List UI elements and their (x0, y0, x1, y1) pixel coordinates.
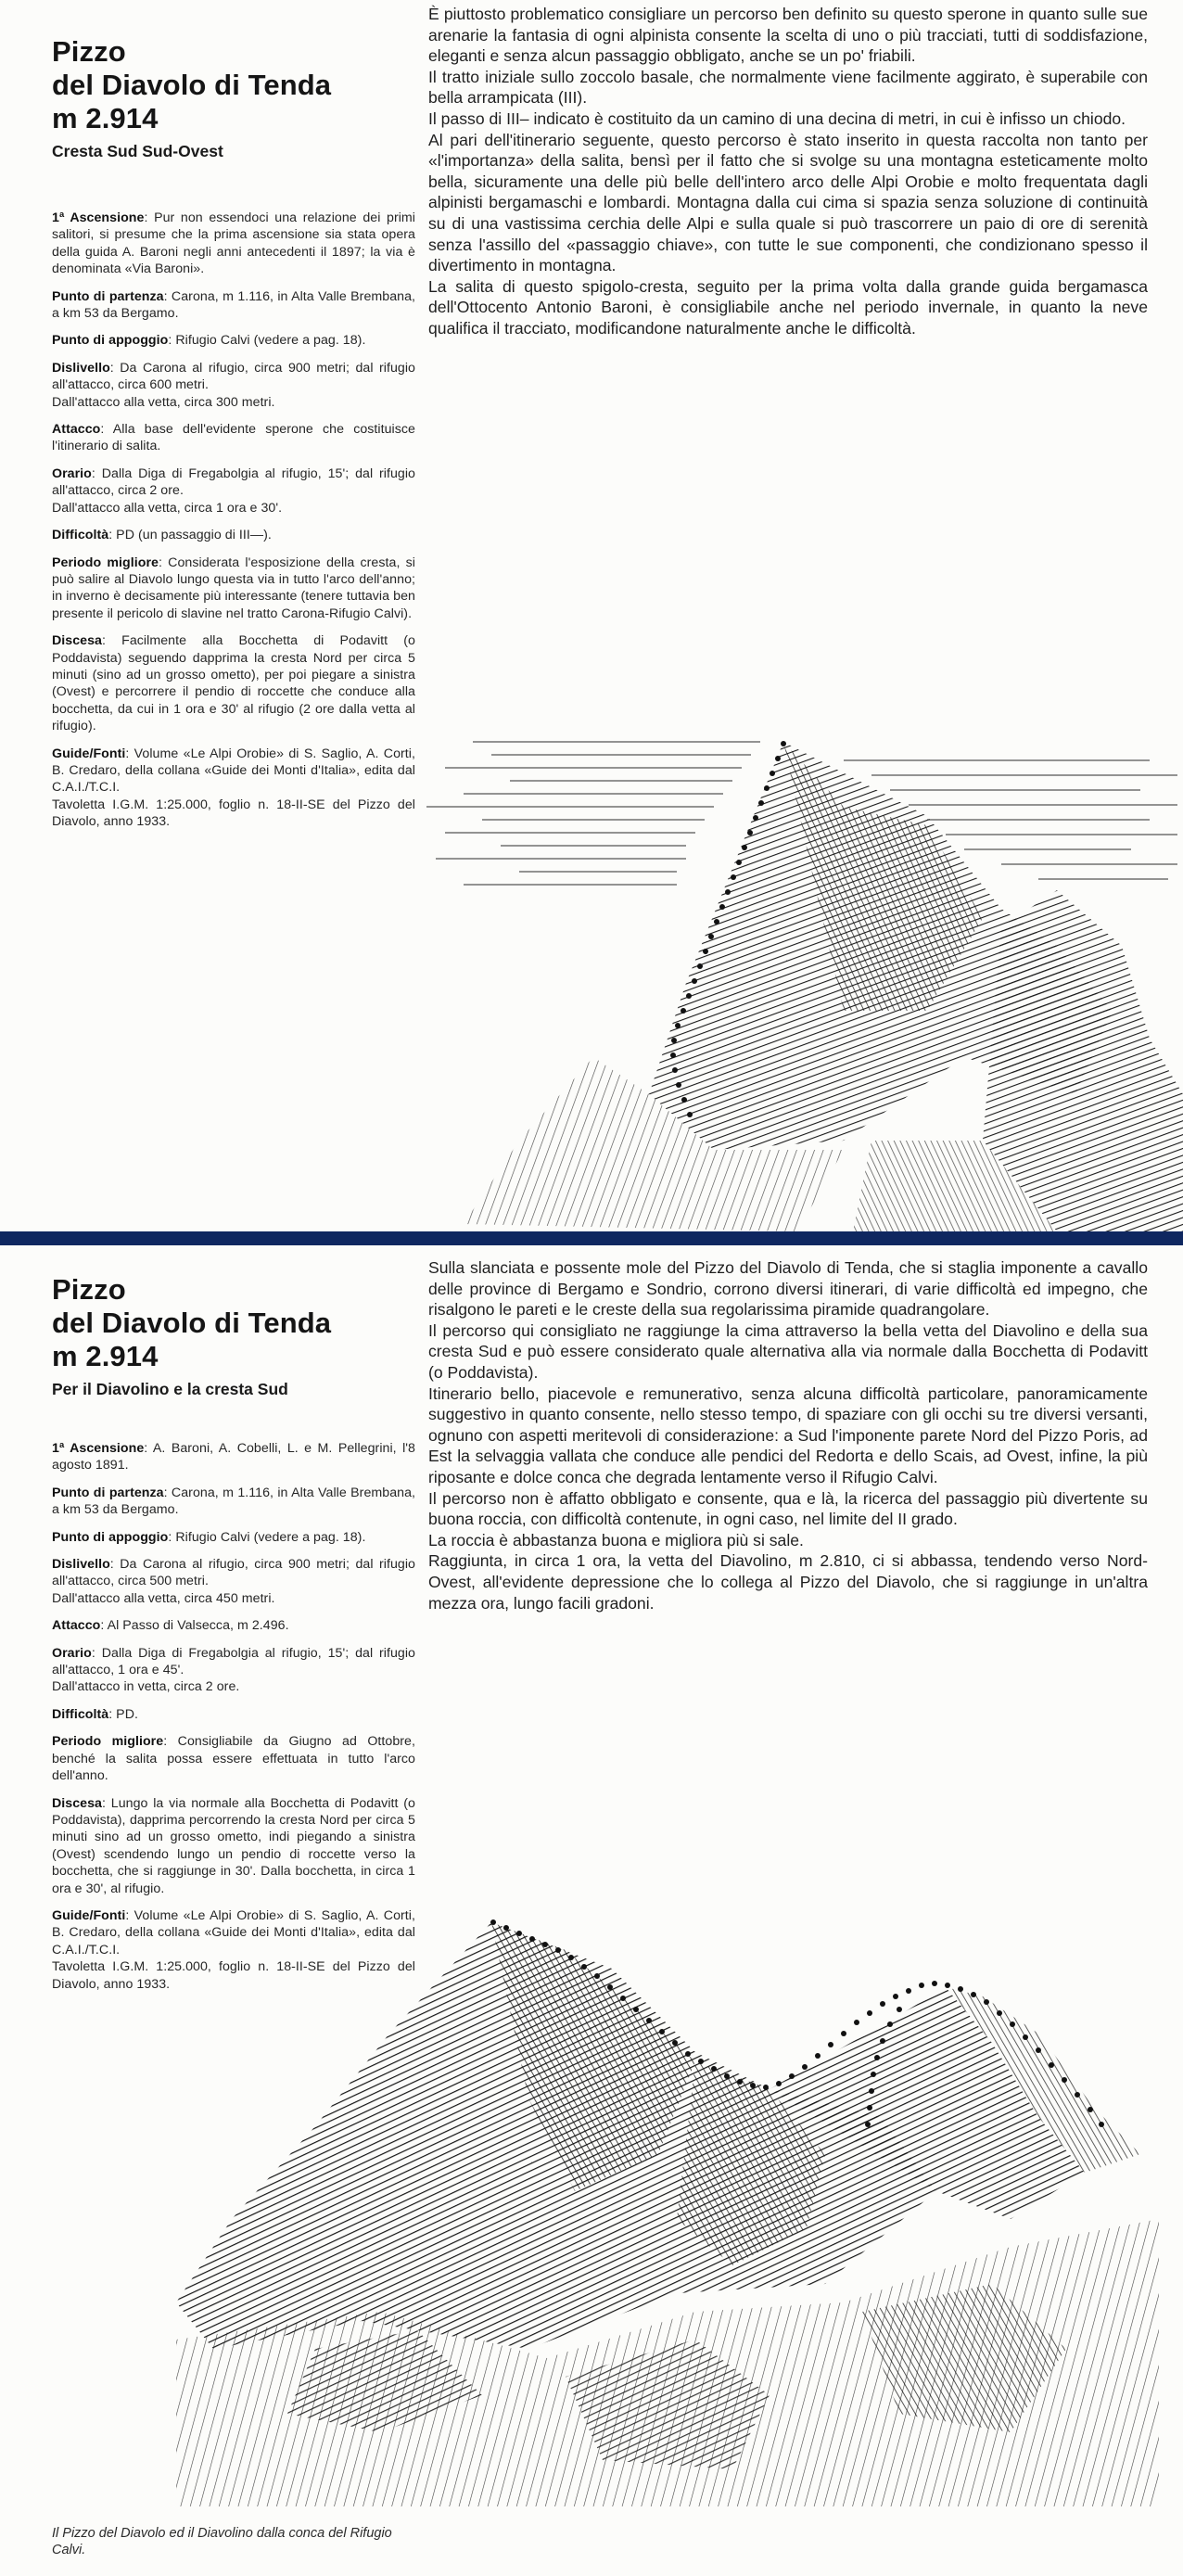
fact-key: Discesa (52, 1795, 102, 1811)
fact-key: Dislivello (52, 360, 110, 376)
fact-sources (52, 746, 415, 831)
fact-key: Difficoltà (52, 1706, 109, 1722)
fact-key: Periodo migliore (52, 1734, 164, 1750)
fact-value: : Facilmente alla Bocchetta di Podavitt (o Poddavista) seguendo dapprima la cresta Nord per circa 5 minuti (sino ad un grosso ometto), per poi piegare a sinistra (Ovest) e percorrere il pendio di roccette che conduce alla bocchetta, da cui in 1 ora e 30' al rifugio (2 ore dalla vetta al rifugio). (52, 633, 415, 734)
fact-value: : PD. (108, 1706, 138, 1722)
fact-key: Guide/Fonti (52, 1907, 126, 1923)
title-line: Pizzo (52, 35, 126, 68)
fact-start-point (52, 1485, 415, 1519)
fact-value: : Rifugio Calvi (vedere a pag. 18). (168, 333, 366, 349)
fact-value: : Volume «Le Alpi Orobie» di S. Saglio, A. Corti, B. Credaro, della collana «Guide dei Monti d'Italia», edita dal C.A.I./T.C.I. Tavoletta I.G.M. 1:25.000, foglio n. 18-II-SE del Pizzo del Diavolo, anno 1933. (52, 746, 415, 830)
route-facts (52, 210, 415, 831)
fact-value: : Dalla Diga di Fregabolgia al rifugio, 15'; dal rifugio all'attacco, circa 2 ore. Dall'attacco alla vetta, circa 1 ora e 30'. (52, 465, 415, 516)
fact-value: : Pur non essendoci una relazione dei primi salitori, si presume che la prima ascensione sia stata opera della guida A. Baroni negli anni antecedenti il 1897; la via è denominata «Via Baroni». (52, 210, 415, 277)
fact-value: : Carona, m 1.116, in Alta Valle Brembana, a km 53 da Bergamo. (52, 1485, 416, 1518)
route-description-column (428, 4, 1148, 339)
route-description: Sulla slanciata e possente mole del Pizzo del Diavolo di Tenda, che si staglia imponente a cavallo delle province di Bergamo e Sondrio, corrono diversi itinerari, di varie difficoltà ed impegno, che risalgono le pareti e le creste della sua regolarissima piramide quadrangolare. Il percorso qui consigliato ne raggiunge la cima attraverso la bella vetta del Diavolino e della sua cresta Sud e può essere considerato quale alternativa alla via normale dalla Bocchetta di Podavitt (o Poddavista). Itinerario bello, piacevole e remunerativo, senza alcuna difficoltà particolare, panoramicamente suggestivo in quanto consente, nello stesso tempo, di spaziare con gli occhi su tre diversi versanti, ognuno con aspetti meritevoli di considerazione: a Sud l'imponente parete Nord del Pizzo Poris, ad Est la selvaggia vallata che conduce alle pendici del Redorta e dello Scais, ad Ovest, infine, la più riposante e dolce conca che degrada lentamente verso il Rifugio Calvi. Il percorso non è affatto obbligato e consente, qua e là, la ricerca del passaggio più divertente su buona roccia, con difficoltà contenute, in ogni caso, nel limite del II grado. La roccia è abbastanza buona e migliora più si sale. Raggiunta, in circa 1 ora, la vetta del Diavolino, m 2.810, ci si abbassa, tendendo verso Nord-Ovest, all'evidente depressione che lo collega al Pizzo del Diavolo, che si raggiunge in un'altra mezza ora, lungo facili gradoni. (428, 1258, 1148, 1613)
title-line: del Diavolo di Tenda (52, 69, 332, 101)
fact-attack (52, 1617, 415, 1634)
mountain-sketch-bottom (176, 1913, 1159, 2506)
fact-elevation-gain (52, 1556, 415, 1607)
fact-key: Discesa (52, 633, 102, 649)
fact-key: 1ª Ascensione (52, 1441, 145, 1456)
fact-key: Orario (52, 1645, 92, 1661)
fact-key: Punto di appoggio (52, 1529, 169, 1545)
fact-value: : Da Carona al rifugio, circa 900 metri; dal rifugio all'attacco, circa 500 metri. Dall'attacco alla vetta, circa 450 metri. (52, 1557, 415, 1606)
fact-value: : Considerata l'esposizione della cresta, si può salire al Diavolo lungo questa via in tutto l'arco dell'anno; in inverno è decisamente più interessante (tenere tuttavia ben presente il pericolo di slavine nel tratto Carona-Rifugio Calvi). (52, 555, 415, 621)
fact-key: Punto di partenza (52, 1485, 164, 1500)
guide-page-bottom (0, 1245, 1183, 2576)
fact-value: : Al Passo di Valsecca, m 2.496. (100, 1618, 289, 1634)
fact-value: : Volume «Le Alpi Orobie» di S. Saglio, A. Corti, B. Credaro, della collana «Guide dei Monti d'Italia», edita dal C.A.I./T.C.I. Tavoletta I.G.M. 1:25.000, foglio n. 18-II-SE del Pizzo del Diavolo, anno 1933. (52, 1907, 415, 1992)
fact-support-point (52, 1529, 415, 1546)
route-info-column (52, 35, 415, 841)
fact-timing (52, 1645, 415, 1696)
mountain-sketch-top (408, 705, 1183, 1231)
fact-value: : Da Carona al rifugio, circa 900 metri; dal rifugio all'attacco, circa 600 metri. Dall'attacco alla vetta, circa 300 metri. (52, 360, 415, 410)
title-line: del Diavolo di Tenda (52, 1307, 332, 1339)
fact-elevation-gain (52, 360, 415, 411)
fact-difficulty (52, 527, 415, 543)
page-title (52, 1273, 415, 1373)
fact-support-point (52, 332, 415, 349)
fact-timing (52, 465, 415, 516)
page-title (52, 35, 415, 135)
fact-key: Guide/Fonti (52, 746, 126, 761)
title-line: m 2.914 (52, 102, 159, 134)
title-line: Pizzo (52, 1273, 126, 1306)
fact-key: Attacco (52, 422, 101, 438)
fact-key: Punto di appoggio (52, 333, 169, 349)
page-divider (0, 1231, 1183, 1245)
fact-value: : Alla base dell'evidente sperone che costituisce l'itinerario di salita. (52, 422, 415, 454)
route-info-column (52, 1273, 415, 2003)
route-subtitle: Cresta Sud Sud-Ovest (52, 142, 223, 160)
fact-value: : A. Baroni, A. Cobelli, L. e M. Pellegrini, l'8 agosto 1891. (52, 1441, 415, 1473)
fact-first-ascent (52, 210, 415, 278)
fact-value: : Dalla Diga di Fregabolgia al rifugio, 15'; dal rifugio all'attacco, 1 ora e 45'. Dall'attacco in vetta, circa 2 ore. (52, 1645, 415, 1695)
fact-best-period (52, 1733, 415, 1784)
fact-start-point (52, 288, 415, 323)
fact-value: : Lungo la via normale alla Bocchetta di Podavitt (o Poddavista), dapprima percorrendo la cresta Nord per circa 5 minuti sino ad un grosso ometto, indi piegando a sinistra (Ovest) scendendo lungo un pendio di roccette verso la bocchetta, che si raggiunge in 30'. Dalla bocchetta, in circa 1 ora e 30', al rifugio. (52, 1795, 415, 1896)
route-facts (52, 1440, 415, 1993)
title-line: m 2.914 (52, 1340, 159, 1372)
fact-attack (52, 421, 415, 455)
guide-page-top (0, 0, 1183, 1231)
fact-value: : Consigliabile da Giugno ad Ottobre, benché la salita possa essere effettuata in tutto l'arco dell'anno. (52, 1734, 415, 1784)
fact-key: 1ª Ascensione (52, 210, 145, 225)
fact-value: : PD (un passaggio di III—). (108, 528, 272, 543)
illustration-caption: Il Pizzo del Diavolo ed il Diavolino dalla conca del Rifugio Calvi. (52, 2526, 392, 2557)
fact-difficulty (52, 1706, 415, 1723)
fact-descent (52, 632, 415, 734)
route-subtitle: Per il Diavolino e la cresta Sud (52, 1380, 288, 1398)
fact-first-ascent (52, 1440, 415, 1474)
fact-key: Periodo migliore (52, 555, 159, 570)
fact-key: Punto di partenza (52, 288, 164, 304)
fact-descent (52, 1795, 415, 1897)
fact-key: Difficoltà (52, 528, 109, 543)
fact-value: : Carona, m 1.116, in Alta Valle Brembana, a km 53 da Bergamo. (52, 288, 416, 322)
fact-key: Dislivello (52, 1557, 110, 1573)
route-description: È piuttosto problematico consigliare un percorso ben definito su questo sperone in quanto sulle sue arenarie la fantasia di ogni alpinista consente la scelta di uno o più tracciati, tutti di soddisfazione, eleganti e senza alcun passaggio obbligato, anche se un po' friabili. Il tratto iniziale sullo zoccolo basale, che normalmente viene facilmente aggirato, è superabile con bella arrampicata (III). Il passo di III– indicato è costituito da un camino di una decina di metri, in cui è infisso un chiodo. Al pari dell'itinerario seguente, questo percorso è stato inserito in questa raccolta non tanto per «l'importanza» della salita, bensì per il fatto che si svolge su una montagna esteticamente molto bella, sicuramente una delle più belle dell'intero arco delle Alpi Orobie e molto frequentata dagli alpinisti bergamaschi e lombardi. Montagna dalla cui cima si spazia senza soluzione di continuità su di una vastissima cerchia delle Alpi e sulla quale si può trascorrere un paio di ore di serenità senza l'assillo del «passaggio chiave», con tutte le sue componenti, che condizionano spesso il divertimento in montagna. La salita di questo spigolo-cresta, seguito per la prima volta dalla grande guida bergamasca dell'Ottocento Antonio Baroni, è consigliabile anche nel periodo invernale, in quanto la neve qualifica il tracciato, modificandone naturalmente anche le difficoltà. (428, 5, 1148, 338)
route-description-column (428, 1257, 1148, 1613)
fact-value: : Rifugio Calvi (vedere a pag. 18). (168, 1529, 366, 1545)
fact-key: Orario (52, 465, 92, 481)
fact-best-period (52, 555, 415, 623)
fact-key: Attacco (52, 1618, 101, 1634)
